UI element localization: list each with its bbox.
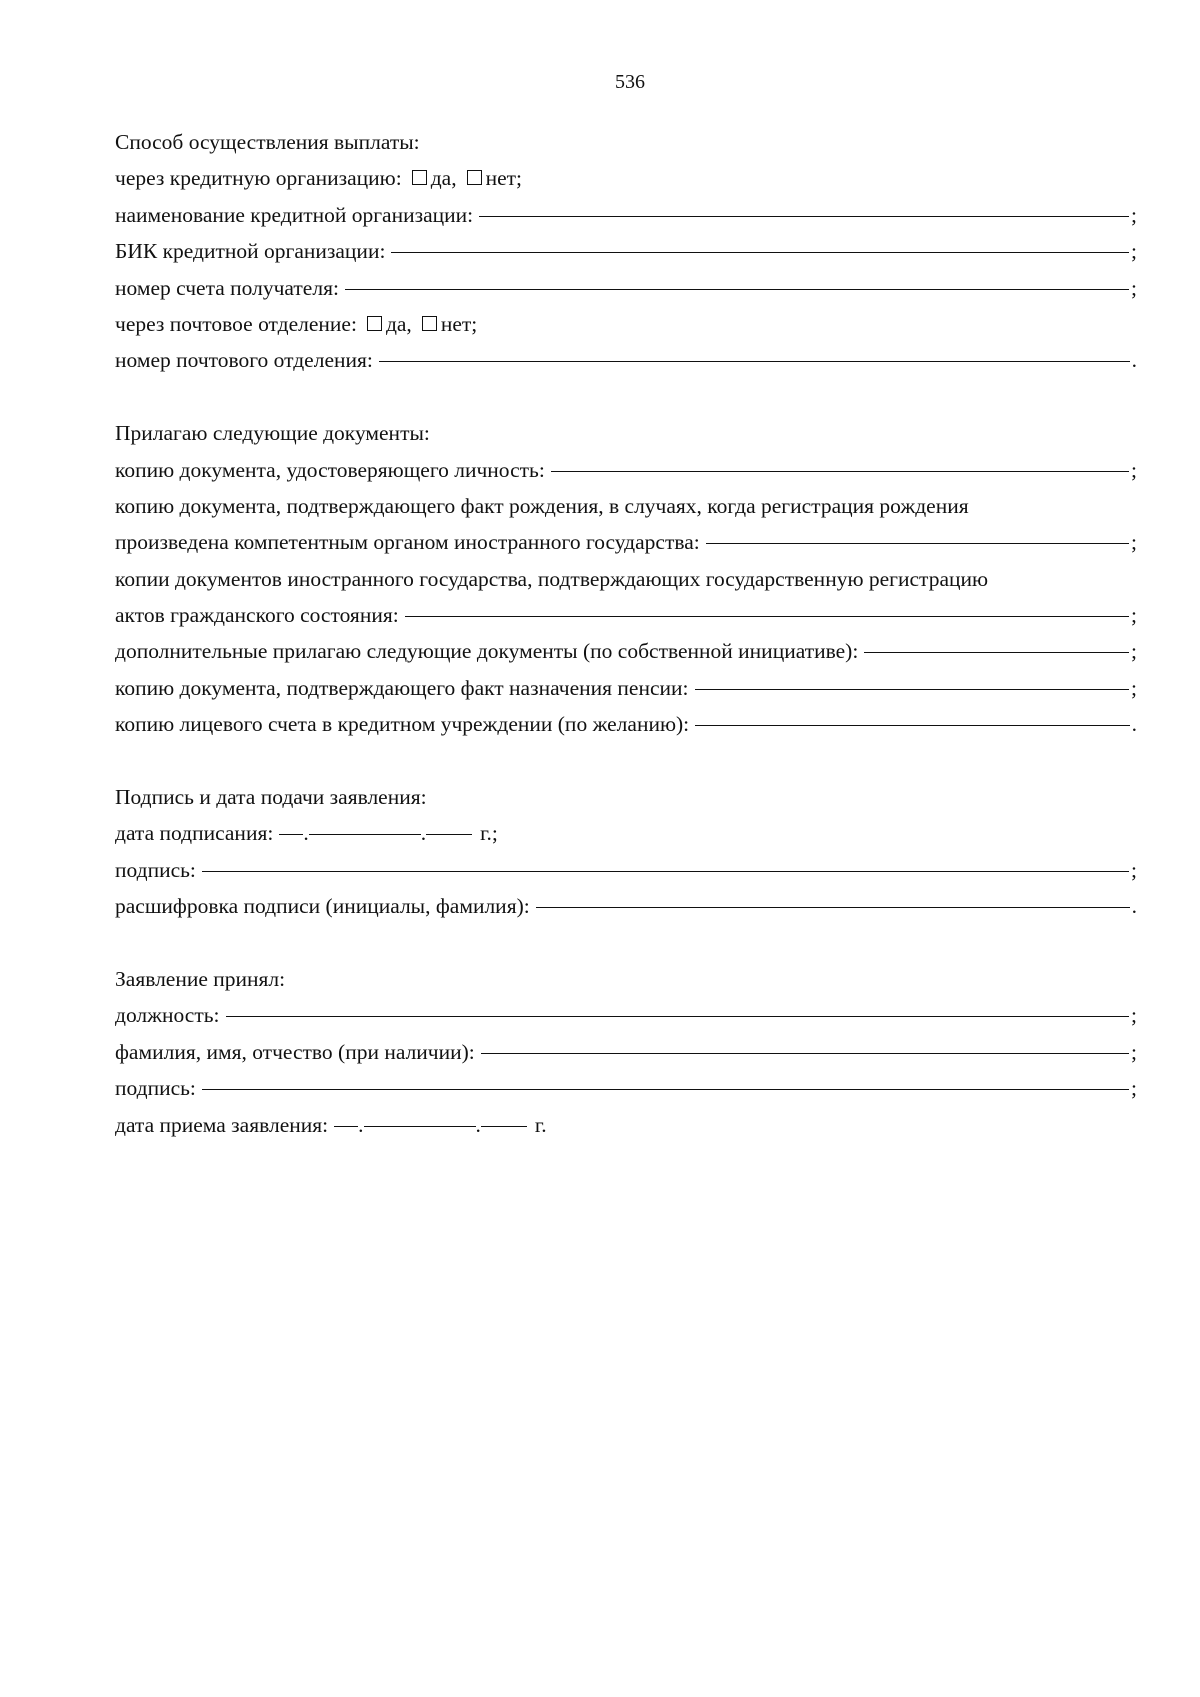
payment-method-section xyxy=(115,124,1137,379)
semicolon: ; xyxy=(1131,1039,1137,1064)
via-post-yes-label: да, xyxy=(385,311,412,336)
date-separator: . xyxy=(475,1112,481,1137)
birth-label-2: произведена компетентным органом иностранного государства: xyxy=(115,530,700,555)
via-post-label: через почтовое отделение: xyxy=(115,311,357,336)
signature-line xyxy=(115,852,1137,888)
foreign-label-1: копии документов иностранного государства, подтверждающих государственную регистрацию xyxy=(115,566,989,591)
foreign-field[interactable] xyxy=(405,616,1129,617)
semicolon: ; xyxy=(1131,639,1137,664)
bank-name-field[interactable] xyxy=(479,216,1129,217)
semicolon: ; xyxy=(1131,530,1137,555)
semicolon: ; xyxy=(1131,675,1137,700)
via-post-line xyxy=(115,306,1137,342)
via-bank-yes-checkbox[interactable] xyxy=(412,170,427,185)
signature-section xyxy=(115,779,1137,925)
birth-label-1: копию документа, подтверждающего факт рождения, в случаях, когда регистрация рождения xyxy=(115,493,969,518)
accepted-signature-line xyxy=(115,1070,1137,1106)
position-label: должность: xyxy=(115,1003,220,1028)
date-separator: . xyxy=(303,821,309,846)
via-bank-label: через кредитную организацию: xyxy=(115,166,402,191)
post-number-line xyxy=(115,342,1137,378)
id-copy-label: копию документа, удостоверяющего личность: xyxy=(115,457,545,482)
bik-label: БИК кредитной организации: xyxy=(115,239,386,264)
bank-name-label: наименование кредитной организации: xyxy=(115,202,474,227)
bik-line xyxy=(115,233,1137,269)
signing-date-line xyxy=(115,815,1137,851)
signature-decode-label: расшифровка подписи (инициалы, фамилия): xyxy=(115,894,530,919)
signature-heading: Подпись и дата подачи заявления: xyxy=(115,785,427,810)
date-separator: . xyxy=(358,1112,364,1137)
additional-field[interactable] xyxy=(864,652,1129,653)
semicolon: ; xyxy=(1131,1003,1137,1028)
bank-name-line xyxy=(115,197,1137,233)
foreign-label-2: актов гражданского состояния: xyxy=(115,603,399,628)
via-bank-no-checkbox[interactable] xyxy=(467,170,482,185)
account-copy-label: копию лицевого счета в кредитном учреждении (по желанию): xyxy=(115,712,690,737)
payment-heading: Способ осуществления выплаты: xyxy=(115,130,420,154)
signature-decode-line xyxy=(115,888,1137,924)
additional-label: дополнительные прилагаю следующие документы (по собственной инициативе): xyxy=(115,639,859,664)
account-field[interactable] xyxy=(345,289,1129,290)
post-number-field[interactable] xyxy=(379,361,1130,362)
birth-line-2 xyxy=(115,524,1137,560)
page-number: 536 xyxy=(615,71,645,93)
date-separator: . xyxy=(420,821,427,846)
position-field[interactable] xyxy=(226,1016,1130,1017)
accepted-signature-field[interactable] xyxy=(202,1089,1129,1090)
period: . xyxy=(1131,712,1137,737)
fio-line xyxy=(115,1034,1137,1070)
acceptance-date-label: дата приема заявления: xyxy=(115,1112,329,1137)
semicolon: ; xyxy=(1131,603,1137,628)
documents-heading-line xyxy=(115,415,1137,451)
birth-line-1 xyxy=(115,488,1137,524)
pension-label: копию документа, подтверждающего факт назначения пенсии: xyxy=(115,675,689,700)
fio-field[interactable] xyxy=(481,1053,1129,1054)
signing-date-label: дата подписания: xyxy=(115,821,274,846)
acceptance-date-suffix: г. xyxy=(534,1112,547,1137)
acceptance-date-year-field[interactable] xyxy=(481,1125,527,1127)
form-content xyxy=(115,124,1137,1143)
semicolon: ; xyxy=(1131,457,1137,482)
pension-line xyxy=(115,670,1137,706)
id-copy-field[interactable] xyxy=(551,471,1129,472)
bik-field[interactable] xyxy=(391,252,1129,253)
via-bank-yes-label: да, xyxy=(430,166,457,191)
account-copy-field[interactable] xyxy=(695,725,1129,726)
post-number-label: номер почтового отделения: xyxy=(115,348,373,373)
accepted-section xyxy=(115,961,1137,1143)
signing-date-day-field[interactable] xyxy=(279,833,303,835)
fio-label: фамилия, имя, отчество (при наличии): xyxy=(115,1039,475,1064)
id-copy-line xyxy=(115,452,1137,488)
pension-field[interactable] xyxy=(695,689,1130,690)
documents-heading: Прилагаю следующие документы: xyxy=(115,421,430,446)
account-label: номер счета получателя: xyxy=(115,275,339,300)
signature-field[interactable] xyxy=(202,871,1129,872)
signing-date-suffix: г.; xyxy=(480,821,498,846)
acceptance-date-day-field[interactable] xyxy=(334,1125,358,1127)
foreign-line-1 xyxy=(115,561,1137,597)
period: . xyxy=(1131,894,1137,919)
signature-decode-field[interactable] xyxy=(536,907,1130,908)
accepted-signature-label: подпись: xyxy=(115,1076,196,1101)
accepted-heading: Заявление принял: xyxy=(115,966,286,991)
payment-heading-line xyxy=(115,124,1137,160)
account-copy-line xyxy=(115,706,1137,742)
via-bank-no-label: нет; xyxy=(485,166,523,191)
semicolon: ; xyxy=(1131,857,1137,882)
foreign-line-2 xyxy=(115,597,1137,633)
accepted-heading-line xyxy=(115,961,1137,997)
semicolon: ; xyxy=(1131,239,1137,264)
signing-date-year-field[interactable] xyxy=(426,833,472,835)
via-post-no-label: нет; xyxy=(440,311,478,336)
signing-date-month-field[interactable] xyxy=(309,833,421,835)
via-bank-line xyxy=(115,160,1137,196)
via-post-yes-checkbox[interactable] xyxy=(367,316,382,331)
position-line xyxy=(115,997,1137,1033)
acceptance-date-line xyxy=(115,1107,1137,1143)
via-post-no-checkbox[interactable] xyxy=(422,316,437,331)
semicolon: ; xyxy=(1131,275,1137,300)
birth-field[interactable] xyxy=(706,543,1129,544)
period: . xyxy=(1131,348,1137,373)
semicolon: ; xyxy=(1131,1076,1137,1101)
signature-heading-line xyxy=(115,779,1137,815)
account-line xyxy=(115,270,1137,306)
acceptance-date-month-field[interactable] xyxy=(364,1125,476,1127)
additional-line xyxy=(115,633,1137,669)
semicolon: ; xyxy=(1131,202,1137,227)
signature-label: подпись: xyxy=(115,857,196,882)
documents-section xyxy=(115,415,1137,743)
